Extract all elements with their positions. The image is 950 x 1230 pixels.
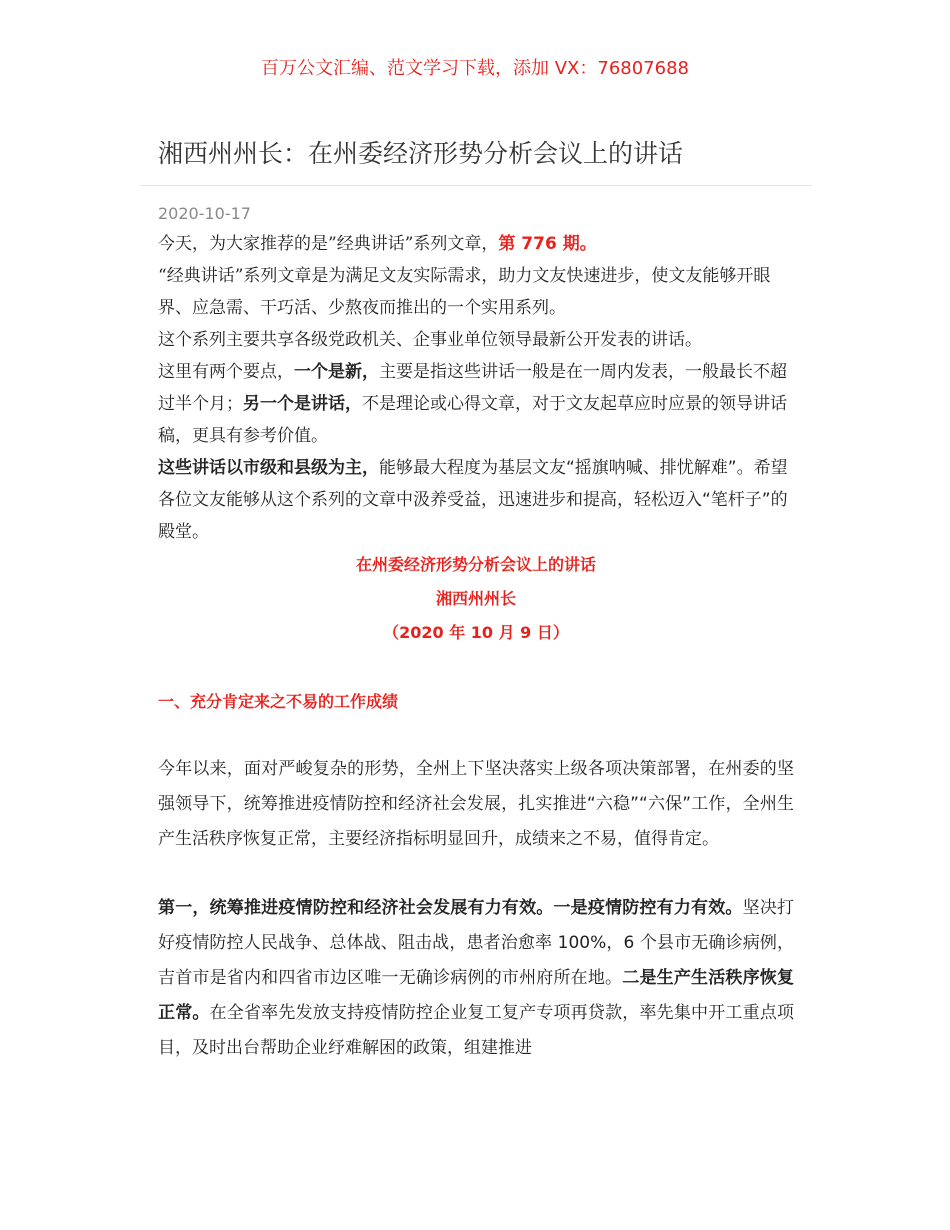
intro-paragraph-1: 今天，为大家推荐的是”经典讲话”系列文章，第 776 期。: [158, 234, 597, 254]
speech-paragraph-1: 今年以来，面对严峻复杂的形势，全州上下坚决落实上级各项决策部署，在州委的坚强领导下，统筹推进疫情防控和经济社会发展，扎实推进“六稳”“六保”工作，全州生产生活秩序恢复正常，主要经济指标明显回升，成绩来之不易，值得肯定。: [158, 759, 794, 849]
issue-number: 第 776 期。: [498, 234, 597, 254]
intro-paragraph-5: 这些讲话以市级和县级为主，能够最大程度为基层文友“摇旗呐喊、排忧解难”。希望各位文友能够从这个系列的文章中汲养受益，迅速进步和提高，轻松迈入“笔杆子”的殿堂。: [158, 458, 788, 542]
speech-date: （2020 年 10 月 9 日）: [383, 623, 569, 642]
promo-banner: 百万公文汇编、范文学习下载，添加 VX：76807688: [261, 58, 689, 79]
speech-paragraph-2: 第一，统筹推进疫情防控和经济社会发展有力有效。一是疫情防控有力有效。坚决打好疫情防控人民战争、总体战、阻击战，患者治愈率 100%，6 个县市无确诊病例，吉首市是省内和四省市边区唯一无确诊病例的市州府所在地。二是生产生活秩序恢复正常。在全省率先发放支持疫情防控企业复工复产专项再贷款，率先集中开工重点项目，及时出台帮助企业纾难解困的政策，组建推进: [158, 898, 795, 1058]
speech-speaker: 湘西州州长: [435, 589, 516, 608]
title-divider: [140, 185, 812, 186]
intro-paragraph-4: 这里有两个要点，一个是新，主要是指这些讲话一般是在一周内发表，一般最长不超过半个月；另一个是讲话，不是理论或心得文章，对于文友起草应时应景的领导讲话稿，更具有参考价值。: [158, 362, 787, 446]
article-date: 2020-10-17: [158, 204, 251, 223]
section-heading-1: 一、充分肯定来之不易的工作成绩: [158, 692, 399, 711]
intro-paragraph-3: 这个系列主要共享各级党政机关、企事业单位领导最新公开发表的讲话。: [158, 330, 702, 350]
article-title: 湘西州州长：在州委经济形势分析会议上的讲话: [158, 139, 684, 168]
intro-paragraph-2: “经典讲话”系列文章是为满足文友实际需求，助力文友快速进步，使文友能够开眼界、应急需、干巧活、少熬夜而推出的一个实用系列。: [158, 266, 771, 318]
speech-title: 在州委经济形势分析会议上的讲话: [355, 555, 596, 574]
article-body: [158, 228, 794, 1066]
